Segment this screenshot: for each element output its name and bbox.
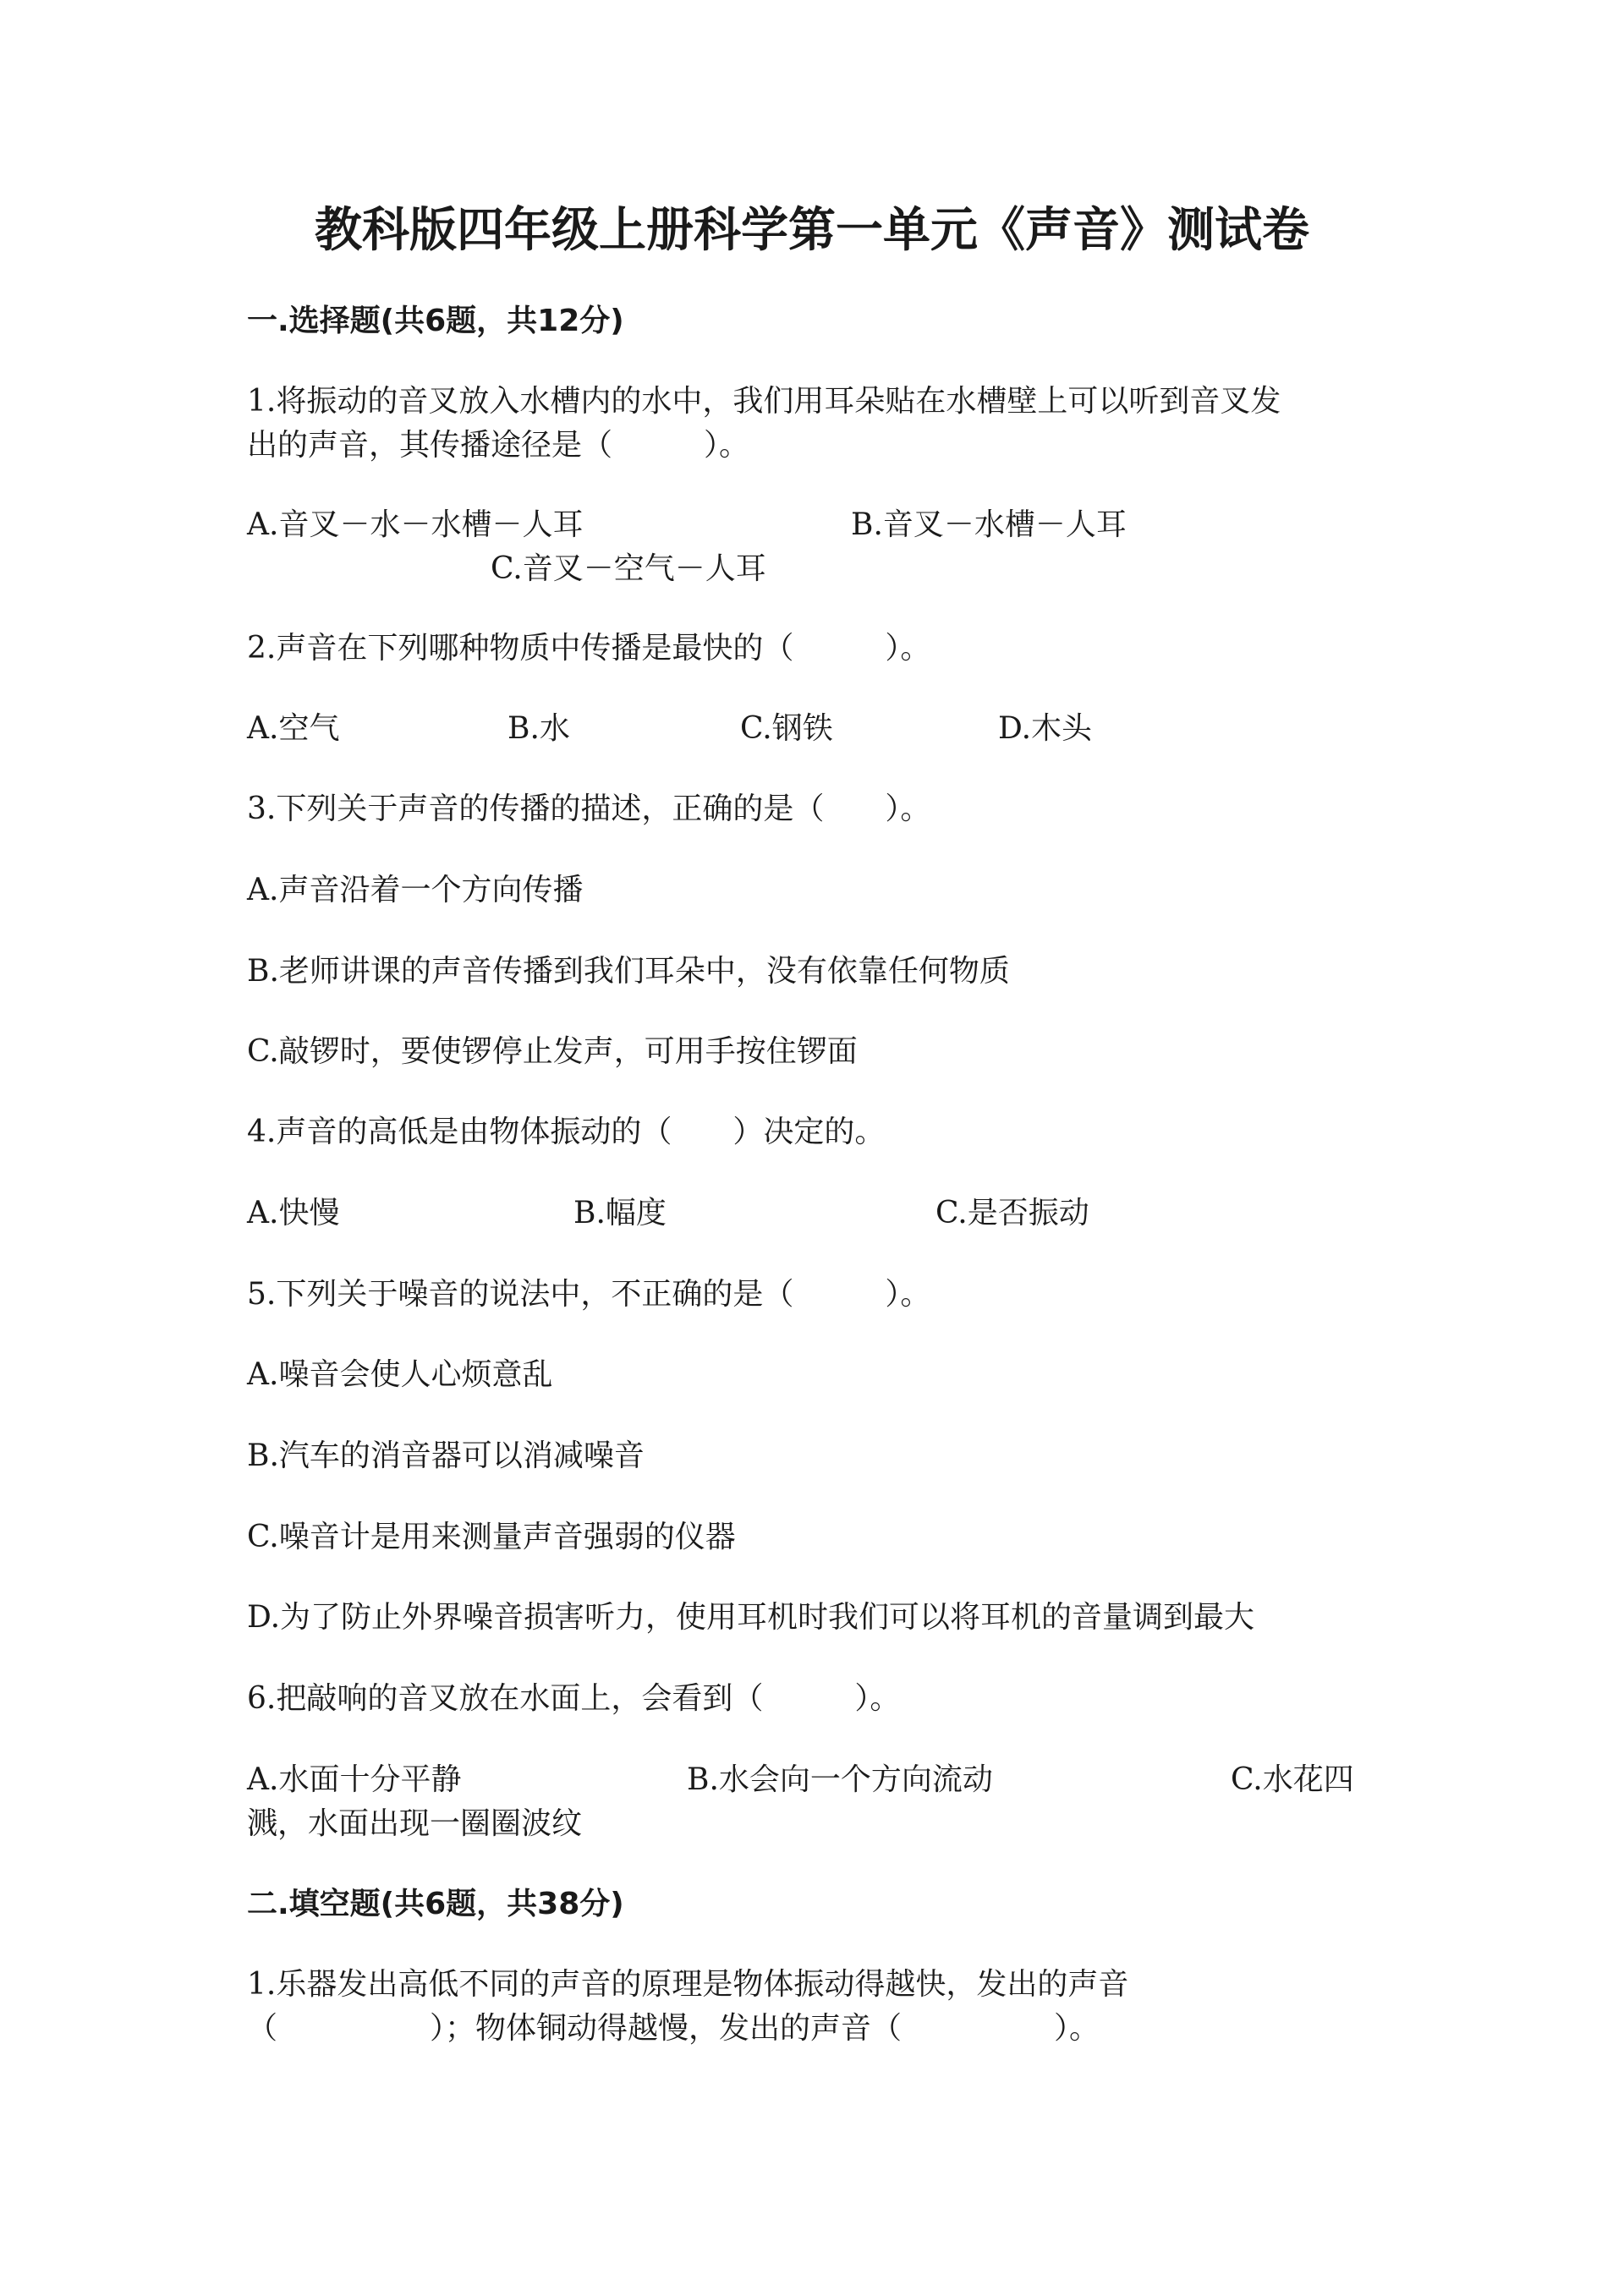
- question-5: 5.下列关于噪音的说法中，不正确的是（ ）。: [247, 1277, 931, 1312]
- question-3-option-c: C.敲锣时，要使锣停止发声，可用手按住锣面: [247, 1034, 858, 1069]
- question-5-option-a: A.噪音会使人心烦意乱: [247, 1357, 553, 1392]
- page-title: 教科版四年级上册科学第一单元《声音》测试卷: [315, 203, 1309, 258]
- question-6-option-c: C.水花四: [1231, 1762, 1354, 1797]
- question-1-line-2: 出的声音，其传播途径是（ ）。: [247, 428, 750, 463]
- question-2-option-a: A.空气: [247, 711, 340, 746]
- question-6-option-c-continued: 溅，水面出现一圈圈波纹: [247, 1806, 583, 1841]
- fill-question-1-line-1: 1.乐器发出高低不同的声音的原理是物体振动得越快，发出的声音: [247, 1967, 1129, 2002]
- question-5-option-c: C.噪音计是用来测量声音强弱的仪器: [247, 1520, 736, 1554]
- question-3: 3.下列关于声音的传播的描述，正确的是（ ）。: [247, 792, 931, 826]
- section-heading-choice: 一.选择题(共6题，共12分): [247, 304, 624, 338]
- question-6: 6.把敲响的音叉放在水面上，会看到（ ）。: [247, 1681, 901, 1716]
- question-5-option-d: D.为了防止外界噪音损害听力，使用耳机时我们可以将耳机的音量调到最大: [247, 1600, 1255, 1635]
- question-4-option-c: C.是否振动: [935, 1196, 1089, 1230]
- question-4-option-a: A.快慢: [247, 1196, 340, 1230]
- question-4: 4.声音的高低是由物体振动的（ ）决定的。: [247, 1115, 886, 1149]
- question-2-option-c: C.钢铁: [740, 711, 833, 746]
- question-1-option-a: A.音叉－水－水槽－人耳: [247, 507, 584, 542]
- question-2: 2.声音在下列哪种物质中传播是最快的（ ）。: [247, 631, 931, 666]
- question-3-option-b: B.老师讲课的声音传播到我们耳朵中，没有依靠任何物质: [247, 954, 1010, 989]
- question-4-option-b: B.幅度: [573, 1196, 667, 1230]
- question-1-option-b: B.音叉－水槽－人耳: [851, 507, 1127, 542]
- fill-question-1-line-2: （ ）；物体铜动得越慢，发出的声音（ ）。: [247, 2011, 1100, 2046]
- question-6-option-b: B.水会向一个方向流动: [687, 1762, 993, 1797]
- question-3-option-a: A.声音沿着一个方向传播: [247, 873, 584, 907]
- section-heading-fill-in: 二.填空题(共6题，共38分): [247, 1887, 624, 1921]
- question-6-option-a: A.水面十分平静: [247, 1762, 462, 1797]
- question-1-line-1: 1.将振动的音叉放入水槽内的水中，我们用耳朵贴在水槽壁上可以听到音叉发: [247, 384, 1281, 419]
- question-2-option-b: B.水: [508, 711, 570, 746]
- question-1-option-c: C.音叉－空气－人耳: [491, 551, 766, 586]
- question-5-option-b: B.汽车的消音器可以消减噪音: [247, 1438, 645, 1473]
- question-2-option-d: D.木头: [998, 711, 1093, 746]
